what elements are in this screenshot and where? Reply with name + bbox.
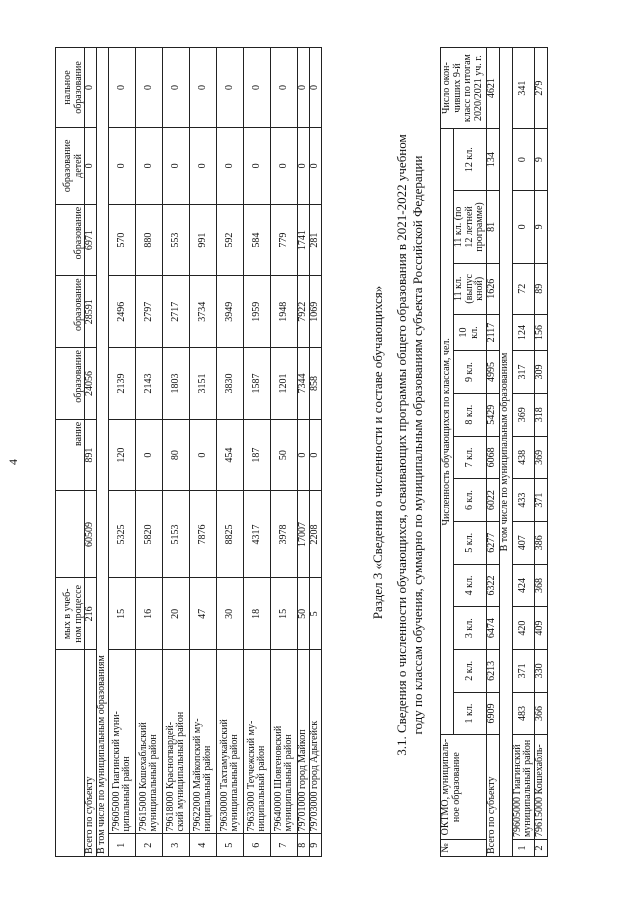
- table-cell: 5325: [109, 491, 136, 578]
- page-number: 4: [6, 459, 20, 465]
- table-cell: 50: [298, 578, 310, 650]
- table-cell: 0: [271, 127, 298, 204]
- table-header-row: [441, 48, 454, 857]
- grade-header: 7 кл.: [454, 436, 487, 479]
- table-cell: 15: [271, 578, 298, 650]
- table-cell: 341: [512, 48, 534, 129]
- table-cell: 24056: [85, 348, 97, 420]
- table-cell: 407: [512, 521, 534, 564]
- row-number: 2: [136, 834, 163, 857]
- header-cell: образование: [56, 348, 85, 420]
- table-cell: 438: [512, 436, 534, 479]
- table-cell: 4995: [486, 351, 499, 394]
- table-cell: 1626: [486, 263, 499, 314]
- table-cell: 2208: [310, 491, 322, 578]
- table-cell: 134: [486, 129, 499, 191]
- grade-header: 3 кл.: [454, 607, 487, 650]
- table-cell: 80: [163, 419, 190, 491]
- table-cell: 2139: [109, 348, 136, 420]
- table-row: [190, 48, 217, 857]
- table-cell: 5820: [136, 491, 163, 578]
- table-cell: 2117: [486, 314, 499, 350]
- municipality-name: 79622000 Майкопский му- ниципальный район: [190, 650, 217, 834]
- row-number: 7: [271, 834, 298, 857]
- table-cell: 8825: [217, 491, 244, 578]
- table-cell: 454: [217, 419, 244, 491]
- municipality-name: 79701000 город Майкоп: [298, 650, 310, 834]
- total-label: Всего по субъекту: [486, 735, 499, 857]
- table-row: [109, 48, 136, 857]
- table-cell: 1201: [271, 348, 298, 420]
- table-cell: 483: [512, 692, 534, 735]
- grade-header: 11 кл. (выпус кной): [454, 263, 487, 314]
- header-cell: образование детей: [56, 127, 85, 204]
- table-cell: 5153: [163, 491, 190, 578]
- grade-header: 1 кл.: [454, 692, 487, 735]
- table-cell: 216: [85, 578, 97, 650]
- table-cell: 47: [190, 578, 217, 650]
- row-number: 8: [298, 834, 310, 857]
- grade-header: 8 кл.: [454, 393, 487, 436]
- grade-header: 6 кл.: [454, 479, 487, 522]
- municipality-name: 79605000 Гиагинский муниципальный район: [512, 735, 534, 840]
- students-by-grade-table: [440, 47, 548, 857]
- table-cell: 1948: [271, 276, 298, 348]
- grade-header: 9 кл.: [454, 351, 487, 394]
- table-cell: 409: [534, 607, 547, 650]
- table-cell: 4317: [244, 491, 271, 578]
- table-cell: 371: [512, 649, 534, 692]
- table-cell: 318: [534, 393, 547, 436]
- table-cell: 420: [512, 607, 534, 650]
- table-cell: 1587: [244, 348, 271, 420]
- subheader-cell: В том числе по муниципальным образованиям: [97, 48, 109, 857]
- row-number: 4: [190, 834, 217, 857]
- table-cell: 28591: [85, 276, 97, 348]
- table-row: [163, 48, 190, 857]
- table-cell: 433: [512, 479, 534, 522]
- municipality-name: 79618000 Красногвардей- ский муниципальный район: [163, 650, 190, 834]
- subsection-title: 3.1. Сведения о численности обучающихся, осваивающих программы общего образования в 2021-2022 учебном году по классам обучения, суммарно по муниципальным образованиям субъекта Российской Федерации: [394, 134, 426, 756]
- municipality-name: 79605000 Гиагинский муни- ципальный район: [109, 650, 136, 834]
- table-cell: 0: [190, 127, 217, 204]
- total-label: Всего по субъекту: [85, 650, 97, 857]
- row-number: 2: [534, 839, 547, 856]
- table-header-row: [56, 48, 85, 857]
- table-cell: 7922: [298, 276, 310, 348]
- table-cell: 20: [163, 578, 190, 650]
- table-cell: 592: [217, 204, 244, 276]
- table-cell: 0: [190, 48, 217, 128]
- table-cell: 0: [298, 48, 310, 128]
- table-cell: 0: [310, 127, 322, 204]
- table-cell: 2496: [109, 276, 136, 348]
- table-cell: 0: [512, 191, 534, 264]
- table-cell: 16: [136, 578, 163, 650]
- table-cell: 330: [534, 649, 547, 692]
- table-cell: 3978: [271, 491, 298, 578]
- table-cell: 371: [534, 479, 547, 522]
- table-cell: 6068: [486, 436, 499, 479]
- total-row: [486, 48, 499, 857]
- table-cell: 3734: [190, 276, 217, 348]
- table-cell: 15: [109, 578, 136, 650]
- table-cell: 0: [298, 419, 310, 491]
- grade-header: 5 кл.: [454, 521, 487, 564]
- table-cell: 60509: [85, 491, 97, 578]
- table-cell: 584: [244, 204, 271, 276]
- table-cell: 7344: [298, 348, 310, 420]
- table-cell: 0: [136, 48, 163, 128]
- table-cell: 0: [163, 48, 190, 128]
- table-cell: 1741: [298, 204, 310, 276]
- header-number: №: [441, 839, 487, 856]
- subheader-row: [499, 48, 512, 857]
- table-cell: 89: [534, 263, 547, 314]
- table-cell: 0: [85, 48, 97, 128]
- grade-header: 12 кл.: [454, 129, 487, 191]
- table-cell: 81: [486, 191, 499, 264]
- header-cell: мых в учеб- ном процессе: [56, 578, 85, 650]
- row-number: 6: [244, 834, 271, 857]
- table-cell: 0: [136, 419, 163, 491]
- table-cell: 9: [534, 191, 547, 264]
- table-cell: 3151: [190, 348, 217, 420]
- total-row: [85, 48, 97, 857]
- table-cell: 891: [85, 419, 97, 491]
- table-cell: 0: [310, 48, 322, 128]
- table-cell: 0: [244, 127, 271, 204]
- table-row: [136, 48, 163, 857]
- table-row: [271, 48, 298, 857]
- municipality-name: 79703000 город Адыгейск: [310, 650, 322, 834]
- header-cell: образование: [56, 204, 85, 276]
- table-cell: 0: [298, 127, 310, 204]
- table-cell: 6277: [486, 521, 499, 564]
- header-cell: [56, 491, 85, 578]
- table-cell: 570: [109, 204, 136, 276]
- header-oktmo: ОКТМО, муниципаль- ное образование: [441, 735, 487, 840]
- table-cell: 279: [534, 48, 547, 129]
- municipality-name: 79633000 Теучежский му- ниципальный район: [244, 650, 271, 834]
- table-cell: 386: [534, 521, 547, 564]
- table-cell: 2717: [163, 276, 190, 348]
- table-row: [217, 48, 244, 857]
- table-cell: 424: [512, 564, 534, 607]
- table-cell: 9: [534, 129, 547, 191]
- table-cell: 1803: [163, 348, 190, 420]
- enrollment-table-continued: [55, 47, 322, 857]
- subheader-cell: В том числе по муниципальным образованиям: [499, 48, 512, 857]
- table-cell: 6022: [486, 479, 499, 522]
- grade-header: 11 кл. (по 12 летней программе): [454, 191, 487, 264]
- municipality-name: 79640000 Шовгеновский муниципальный район: [271, 650, 298, 834]
- table-cell: 1069: [310, 276, 322, 348]
- table-cell: 30: [217, 578, 244, 650]
- table-cell: 0: [136, 127, 163, 204]
- subheader-row: [97, 48, 109, 857]
- table-body: [109, 48, 322, 857]
- table-cell: 0: [109, 48, 136, 128]
- table-row: [534, 48, 547, 857]
- table-cell: 2143: [136, 348, 163, 420]
- municipality-name: 79630000 Тахтамукайский муниципальный район: [217, 650, 244, 834]
- table-cell: 0: [512, 129, 534, 191]
- grade-header: 2 кл.: [454, 649, 487, 692]
- table-cell: 369: [534, 436, 547, 479]
- table-cell: 3830: [217, 348, 244, 420]
- table-body: [512, 48, 547, 857]
- table-cell: 124: [512, 314, 534, 350]
- table-cell: 369: [512, 393, 534, 436]
- municipality-name: 79615000 Кошехабльский муниципальный район: [136, 650, 163, 834]
- header-cell: [56, 650, 85, 857]
- table-cell: 6474: [486, 607, 499, 650]
- table-cell: 317: [512, 351, 534, 394]
- table-cell: 0: [85, 127, 97, 204]
- table-cell: 366: [534, 692, 547, 735]
- table-cell: 6971: [85, 204, 97, 276]
- table-cell: 5: [310, 578, 322, 650]
- municipality-name: 79615000 Кошехабль-: [534, 735, 547, 840]
- header-cell: нальное образование: [56, 48, 85, 128]
- table-cell: 368: [534, 564, 547, 607]
- table-row: [310, 48, 322, 857]
- table-cell: 0: [271, 48, 298, 128]
- table-cell: 6213: [486, 649, 499, 692]
- table-row: [244, 48, 271, 857]
- table-cell: 72: [512, 263, 534, 314]
- grade-header: 10 кл.: [454, 314, 487, 350]
- table-cell: 1959: [244, 276, 271, 348]
- grade-header: 4 кл.: [454, 564, 487, 607]
- table-cell: 18: [244, 578, 271, 650]
- table-cell: 3949: [217, 276, 244, 348]
- header-students: Численность обучающихся по классам, чел.: [441, 129, 454, 735]
- table-cell: 6909: [486, 692, 499, 735]
- section-title: Раздел 3 «Сведения о численности и составе обучающихся»: [370, 285, 385, 620]
- table-cell: 858: [310, 348, 322, 420]
- table-cell: 187: [244, 419, 271, 491]
- table-cell: 17007: [298, 491, 310, 578]
- table-cell: 0: [217, 127, 244, 204]
- table-row: [512, 48, 534, 857]
- table-cell: 156: [534, 314, 547, 350]
- row-number: 5: [217, 834, 244, 857]
- table-cell: 0: [310, 419, 322, 491]
- row-number: 1: [109, 834, 136, 857]
- table-cell: 7876: [190, 491, 217, 578]
- table-cell: 5429: [486, 393, 499, 436]
- table-cell: 309: [534, 351, 547, 394]
- row-number: 3: [163, 834, 190, 857]
- table-cell: 0: [244, 48, 271, 128]
- table-cell: 50: [271, 419, 298, 491]
- table-cell: 0: [163, 127, 190, 204]
- table-cell: 2797: [136, 276, 163, 348]
- row-number: 9: [310, 834, 322, 857]
- table-cell: 880: [136, 204, 163, 276]
- table-row: [298, 48, 310, 857]
- table-cell: 0: [190, 419, 217, 491]
- table-cell: 4621: [486, 48, 499, 129]
- row-number: 1: [512, 839, 534, 856]
- header-graduates: Число окон- чивших 9-й класс по итогам 2020/2021 уч. г.: [441, 48, 487, 129]
- table-cell: 0: [109, 127, 136, 204]
- table-cell: 120: [109, 419, 136, 491]
- header-cell: образование: [56, 276, 85, 348]
- table-cell: 0: [217, 48, 244, 128]
- table-cell: 779: [271, 204, 298, 276]
- table-cell: 281: [310, 204, 322, 276]
- header-cell: вание: [56, 419, 85, 491]
- table-cell: 553: [163, 204, 190, 276]
- table-cell: 6322: [486, 564, 499, 607]
- table-cell: 991: [190, 204, 217, 276]
